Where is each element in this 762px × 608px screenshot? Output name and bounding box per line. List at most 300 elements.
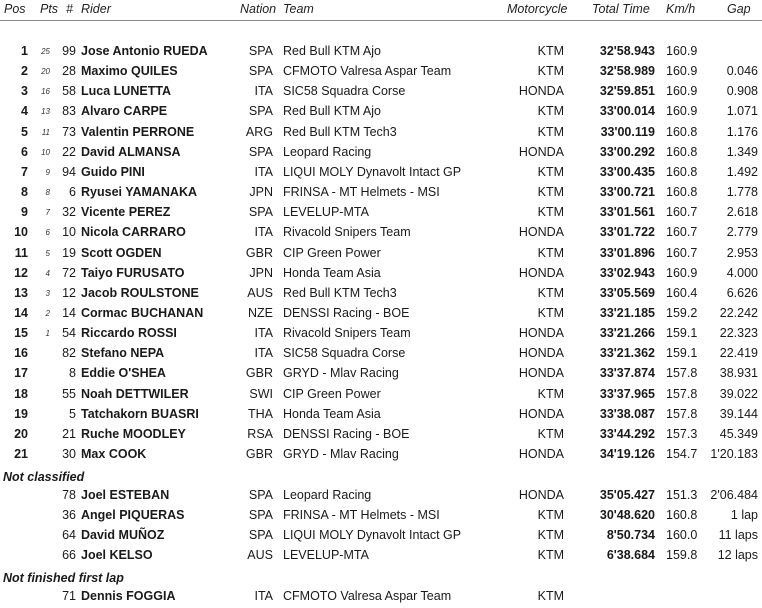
- total-time-cell: 32'58.943: [599, 44, 655, 58]
- pos-cell: 14: [14, 305, 28, 320]
- rider-first-name: Maximo: [81, 64, 128, 79]
- rider-number-cell: 30: [62, 447, 76, 461]
- rider-last-name: ROSSI: [137, 326, 177, 341]
- kmh-cell: 160.8: [666, 164, 698, 179]
- rider-name-cell: [81, 246, 162, 260]
- nation-cell: SPA: [248, 64, 273, 79]
- nation-cell: ARG: [245, 124, 273, 139]
- nation-cell: SPA: [248, 44, 273, 58]
- kmh-cell: 160.9: [666, 64, 698, 79]
- rider-first-name: Luca: [81, 84, 111, 99]
- gap-cell: 22.242: [719, 305, 758, 320]
- table-row: [0, 405, 762, 425]
- section-not-classified: Not classified: [3, 470, 85, 484]
- points-cell: 3: [45, 288, 50, 298]
- rider-name-cell: [81, 185, 197, 199]
- rider-name-cell: [81, 125, 194, 139]
- rider-name-cell: [81, 427, 186, 441]
- rider-number-cell: 55: [62, 386, 76, 401]
- pos-cell: 7: [21, 164, 28, 179]
- motorcycle-cell: HONDA: [518, 406, 564, 421]
- header-motorcycle: Motorcycle: [507, 2, 568, 16]
- pos-cell: 17: [14, 366, 28, 381]
- points-cell: 4: [45, 268, 50, 278]
- pos-cell: 16: [14, 346, 28, 361]
- rider-last-name: YAMANAKA: [125, 185, 198, 200]
- rider-name-cell: [81, 165, 145, 179]
- rider-name-cell: [81, 266, 185, 280]
- nation-cell: SPA: [248, 488, 273, 502]
- kmh-cell: 159.1: [666, 346, 698, 361]
- rider-last-name: ALMANSA: [118, 144, 181, 159]
- rider-first-name: Joel: [81, 488, 107, 502]
- header-nation: Nation: [240, 2, 277, 16]
- rider-first-name: Joel: [81, 548, 107, 563]
- table-row: [0, 284, 762, 304]
- rider-name-cell: [81, 326, 177, 340]
- team-cell: Leopard Racing: [283, 144, 372, 159]
- team-cell: DENSSI Racing - BOE: [283, 305, 410, 320]
- table-header: [0, 0, 762, 21]
- gap-cell: 39.022: [719, 386, 758, 401]
- kmh-cell: 159.1: [666, 326, 698, 341]
- points-cell: 16: [41, 87, 50, 97]
- table-row: [0, 244, 762, 264]
- rider-last-name: BUASRI: [150, 406, 199, 421]
- motorcycle-cell: KTM: [537, 589, 564, 603]
- motorcycle-cell: KTM: [537, 124, 564, 139]
- rider-last-name: CARPE: [123, 104, 168, 119]
- table-row: [0, 506, 762, 526]
- total-time-cell: 33'02.943: [599, 265, 655, 280]
- table-row: [0, 364, 762, 384]
- pos-cell: 2: [21, 64, 28, 79]
- kmh-cell: 151.3: [666, 488, 698, 502]
- gap-cell: 2.953: [726, 245, 758, 260]
- rider-first-name: Jacob: [81, 285, 118, 300]
- gap-cell: 1.071: [726, 104, 758, 119]
- gap-cell: 12 laps: [717, 548, 758, 563]
- rider-last-name: CARRARO: [122, 225, 186, 240]
- header-pos: Pos: [4, 2, 26, 16]
- rider-first-name: Noah: [81, 386, 113, 401]
- rider-last-name: O'SHEA: [118, 366, 166, 381]
- rider-last-name: NEPA: [130, 346, 165, 361]
- gap-cell: 1.778: [726, 185, 758, 200]
- table-row: [0, 587, 762, 607]
- table-row: [0, 163, 762, 183]
- nation-cell: GBR: [245, 366, 273, 381]
- table-row: [0, 526, 762, 546]
- rider-number-cell: 21: [62, 426, 76, 441]
- total-time-cell: 33'01.896: [599, 245, 655, 260]
- rider-number-cell: 32: [62, 205, 76, 220]
- total-time-cell: 33'00.014: [599, 104, 655, 119]
- pos-cell: 13: [14, 285, 28, 300]
- table-row: [0, 123, 762, 143]
- nation-cell: ITA: [254, 346, 273, 361]
- rider-name-cell: [81, 488, 169, 502]
- rider-name-cell: [81, 286, 199, 300]
- pos-cell: 5: [21, 124, 28, 139]
- total-time-cell: 34'19.126: [599, 447, 655, 461]
- pos-cell: 9: [21, 205, 28, 220]
- header-kmh: Km/h: [666, 2, 696, 16]
- rider-name-cell: [81, 64, 178, 78]
- total-time-cell: 33'21.266: [599, 326, 655, 341]
- pos-cell: 21: [14, 447, 28, 461]
- rider-last-name: PEREZ: [128, 205, 171, 220]
- total-time-cell: 8'50.734: [606, 528, 655, 543]
- team-cell: FRINSA - MT Helmets - MSI: [283, 508, 440, 523]
- nation-cell: JPN: [249, 185, 273, 200]
- nation-cell: JPN: [249, 265, 273, 280]
- total-time-cell: 30'48.620: [599, 508, 655, 523]
- gap-cell: 11 laps: [718, 528, 758, 543]
- motorcycle-cell: KTM: [537, 508, 564, 523]
- team-cell: CFMOTO Valresa Aspar Team: [283, 64, 452, 79]
- rider-last-name: PERRONE: [132, 124, 195, 139]
- total-time-cell: 33'05.569: [599, 285, 655, 300]
- nation-cell: SPA: [248, 205, 273, 220]
- team-cell: CIP Green Power: [283, 386, 381, 401]
- rider-name-cell: [81, 225, 186, 239]
- rider-name-cell: [81, 447, 146, 461]
- gap-cell: 2.618: [726, 205, 758, 220]
- motorcycle-cell: HONDA: [518, 366, 564, 381]
- header-gap: Gap: [727, 2, 751, 16]
- rider-number-cell: 28: [62, 64, 76, 79]
- rider-name-cell: [81, 407, 199, 421]
- points-cell: 6: [45, 228, 50, 238]
- team-cell: Red Bull KTM Tech3: [283, 124, 397, 139]
- motorcycle-cell: KTM: [537, 386, 564, 401]
- rider-last-name: PIQUERAS: [119, 508, 185, 523]
- rider-number-cell: 83: [62, 104, 76, 119]
- rider-first-name: Jose Antonio: [81, 44, 160, 58]
- team-cell: GRYD - Mlav Racing: [283, 366, 399, 381]
- rider-number-cell: 94: [62, 164, 76, 179]
- total-time-cell: 33'01.722: [599, 225, 655, 240]
- team-cell: SIC58 Squadra Corse: [283, 84, 406, 99]
- rider-number-cell: 22: [62, 144, 76, 159]
- nation-cell: SWI: [249, 386, 273, 401]
- team-cell: LEVELUP-MTA: [283, 548, 369, 563]
- rider-name-cell: [81, 366, 166, 380]
- rider-first-name: Scott: [81, 245, 113, 260]
- team-cell: Leopard Racing: [283, 488, 372, 502]
- kmh-cell: 160.9: [666, 104, 698, 119]
- gap-cell: 22.323: [719, 326, 758, 341]
- header-total-time: Total Time: [592, 2, 650, 16]
- total-time-cell: 32'58.989: [599, 64, 655, 79]
- header-team: Team: [283, 2, 314, 16]
- motorcycle-cell: HONDA: [518, 84, 564, 99]
- points-cell: 8: [45, 188, 50, 198]
- gap-cell: 2'06.484: [710, 488, 758, 502]
- rider-number-cell: 10: [62, 225, 76, 240]
- points-cell: 2: [45, 308, 50, 318]
- rider-name-cell: [81, 205, 170, 219]
- rider-name-cell: [81, 104, 167, 118]
- motorcycle-cell: HONDA: [518, 488, 564, 502]
- gap-cell: 22.419: [719, 346, 758, 361]
- rider-last-name: ESTEBAN: [109, 488, 170, 502]
- rider-number-cell: 54: [62, 326, 76, 341]
- motorcycle-cell: KTM: [537, 528, 564, 543]
- pos-cell: 18: [14, 386, 28, 401]
- rider-first-name: Stefano: [81, 346, 127, 361]
- motorcycle-cell: KTM: [537, 245, 564, 260]
- rider-number-cell: 66: [62, 548, 76, 563]
- rider-first-name: Angel: [81, 508, 116, 523]
- motorcycle-cell: HONDA: [518, 346, 564, 361]
- gap-cell: 6.626: [726, 285, 758, 300]
- team-cell: Rivacold Snipers Team: [283, 225, 411, 240]
- team-cell: CFMOTO Valresa Aspar Team: [283, 589, 452, 603]
- rider-first-name: Alvaro: [81, 104, 120, 119]
- rider-first-name: Ryusei: [81, 185, 122, 200]
- gap-cell: 45.349: [719, 426, 758, 441]
- kmh-cell: 157.8: [666, 386, 698, 401]
- table-row: [0, 445, 762, 465]
- rider-name-cell: [81, 508, 185, 522]
- rider-last-name: KELSO: [109, 548, 153, 563]
- gap-cell: 1'20.183: [710, 447, 758, 461]
- rider-first-name: Vicente: [81, 205, 126, 220]
- total-time-cell: 33'44.292: [599, 426, 655, 441]
- table-row: [0, 324, 762, 344]
- table-row: [0, 143, 762, 163]
- rider-last-name: RUEDA: [163, 44, 208, 58]
- rider-first-name: Cormac: [81, 305, 128, 320]
- rider-first-name: Riccardo: [81, 326, 135, 341]
- points-cell: 5: [45, 248, 50, 258]
- header-number: #: [66, 2, 73, 16]
- motorcycle-cell: KTM: [537, 305, 564, 320]
- rider-last-name: FURUSATO: [116, 265, 185, 280]
- gap-cell: 1.349: [726, 144, 758, 159]
- kmh-cell: 160.7: [666, 205, 698, 220]
- rider-last-name: FOGGIA: [126, 589, 176, 603]
- rider-first-name: Max: [81, 447, 106, 461]
- points-cell: 9: [45, 167, 50, 177]
- table-row: [0, 546, 762, 566]
- points-cell: 7: [45, 208, 50, 218]
- points-cell: 10: [41, 147, 50, 157]
- kmh-cell: 157.8: [666, 406, 698, 421]
- gap-cell: 0.908: [726, 84, 758, 99]
- rider-name-cell: [81, 346, 164, 360]
- pos-cell: 10: [14, 225, 28, 240]
- rider-last-name: MUÑOZ: [118, 528, 165, 543]
- pos-cell: 11: [14, 245, 28, 260]
- table-row: [0, 344, 762, 364]
- nation-cell: SPA: [248, 144, 273, 159]
- nation-cell: SPA: [248, 528, 273, 543]
- rider-number-cell: 5: [69, 406, 76, 421]
- motorcycle-cell: KTM: [537, 426, 564, 441]
- motorcycle-cell: HONDA: [518, 225, 564, 240]
- rider-first-name: Valentin: [81, 124, 129, 139]
- rider-first-name: Guido: [81, 164, 118, 179]
- rider-number-cell: 58: [62, 84, 76, 99]
- rider-name-cell: [81, 589, 175, 603]
- team-cell: Rivacold Snipers Team: [283, 326, 411, 341]
- rider-number-cell: 12: [62, 285, 76, 300]
- rider-name-cell: [81, 145, 181, 159]
- total-time-cell: 6'38.684: [606, 548, 655, 563]
- kmh-cell: 159.8: [666, 548, 698, 563]
- team-cell: LIQUI MOLY Dynavolt Intact GP: [283, 528, 462, 543]
- gap-cell: 4.000: [726, 265, 758, 280]
- rider-first-name: Tatchakorn: [81, 406, 148, 421]
- gap-cell: 2.779: [726, 225, 758, 240]
- kmh-cell: 160.9: [666, 84, 698, 99]
- header-rider: Rider: [81, 2, 111, 16]
- team-cell: Honda Team Asia: [283, 265, 381, 280]
- pos-cell: 15: [14, 326, 28, 341]
- pos-cell: 1: [21, 44, 28, 58]
- pos-cell: 20: [14, 426, 28, 441]
- team-cell: SIC58 Squadra Corse: [283, 346, 406, 361]
- kmh-cell: 154.7: [666, 447, 698, 461]
- nation-cell: SPA: [248, 104, 273, 119]
- motorcycle-cell: KTM: [537, 285, 564, 300]
- points-cell: 11: [41, 127, 50, 137]
- team-cell: LEVELUP-MTA: [283, 205, 369, 220]
- nation-cell: ITA: [254, 164, 273, 179]
- motorcycle-cell: HONDA: [518, 144, 564, 159]
- table-row: [0, 385, 762, 405]
- rider-number-cell: 19: [62, 245, 76, 260]
- motorcycle-cell: KTM: [537, 185, 564, 200]
- gap-cell: 39.144: [719, 406, 758, 421]
- kmh-cell: 160.8: [666, 144, 698, 159]
- pos-cell: 4: [21, 104, 28, 119]
- team-cell: Red Bull KTM Ajo: [283, 44, 381, 58]
- rider-name-cell: [81, 84, 171, 98]
- nation-cell: SPA: [248, 508, 273, 523]
- nation-cell: ITA: [254, 326, 273, 341]
- nation-cell: AUS: [247, 548, 273, 563]
- kmh-cell: 157.3: [666, 426, 698, 441]
- rider-number-cell: 71: [62, 589, 76, 603]
- rider-number-cell: 8: [69, 366, 76, 381]
- rider-name-cell: [81, 548, 153, 562]
- total-time-cell: 33'00.292: [599, 144, 655, 159]
- section-not-finished-first-lap: Not finished first lap: [3, 571, 124, 585]
- motorcycle-cell: KTM: [537, 64, 564, 79]
- rider-last-name: LUNETTA: [113, 84, 172, 99]
- rider-number-cell: 72: [62, 265, 76, 280]
- kmh-cell: 160.8: [666, 124, 698, 139]
- rider-number-cell: 36: [62, 508, 76, 523]
- kmh-cell: 160.9: [666, 265, 698, 280]
- team-cell: FRINSA - MT Helmets - MSI: [283, 185, 440, 200]
- points-cell: 13: [41, 107, 50, 117]
- pos-cell: 3: [21, 84, 28, 99]
- rider-number-cell: 99: [62, 44, 76, 58]
- kmh-cell: 160.0: [666, 528, 698, 543]
- total-time-cell: 33'01.561: [599, 205, 655, 220]
- table-row: [0, 425, 762, 445]
- total-time-cell: 33'00.721: [599, 185, 655, 200]
- table-row: [0, 203, 762, 223]
- motorcycle-cell: KTM: [537, 104, 564, 119]
- rider-first-name: Dennis: [81, 589, 123, 603]
- nation-cell: AUS: [247, 285, 273, 300]
- table-row: [0, 223, 762, 243]
- rider-first-name: Ruche: [81, 426, 120, 441]
- rider-name-cell: [81, 528, 164, 542]
- kmh-cell: 160.4: [666, 285, 698, 300]
- pos-cell: 12: [14, 265, 28, 280]
- rider-first-name: David: [81, 528, 116, 543]
- team-cell: LIQUI MOLY Dynavolt Intact GP: [283, 164, 462, 179]
- rider-number-cell: 64: [62, 528, 76, 543]
- nation-cell: THA: [248, 406, 273, 421]
- rider-last-name: COOK: [108, 447, 147, 461]
- rider-number-cell: 73: [62, 124, 76, 139]
- table-row: [0, 183, 762, 203]
- table-row: [0, 62, 762, 82]
- team-cell: CIP Green Power: [283, 245, 381, 260]
- rider-number-cell: 78: [62, 488, 76, 502]
- header-pts: Pts: [40, 2, 59, 16]
- motorcycle-cell: KTM: [537, 548, 564, 563]
- rider-last-name: PINI: [120, 164, 145, 179]
- kmh-cell: 157.8: [666, 366, 698, 381]
- points-cell: 25: [41, 47, 50, 56]
- pos-cell: 19: [14, 406, 28, 421]
- gap-cell: 0.046: [726, 64, 758, 79]
- nation-cell: RSA: [247, 426, 273, 441]
- rider-number-cell: 14: [62, 305, 76, 320]
- table-row: [0, 102, 762, 122]
- motorcycle-cell: KTM: [537, 44, 564, 58]
- rider-last-name: OGDEN: [115, 245, 162, 260]
- motorcycle-cell: HONDA: [518, 447, 564, 461]
- kmh-cell: 160.9: [666, 44, 698, 58]
- pos-cell: 6: [21, 144, 28, 159]
- rider-last-name: ROULSTONE: [120, 285, 199, 300]
- nation-cell: GBR: [245, 447, 273, 461]
- table-row: [0, 264, 762, 284]
- kmh-cell: 160.7: [666, 225, 698, 240]
- motorcycle-cell: KTM: [537, 164, 564, 179]
- rider-name-cell: [81, 387, 189, 401]
- kmh-cell: 160.8: [666, 185, 698, 200]
- total-time-cell: 32'59.851: [599, 84, 655, 99]
- total-time-cell: 35'05.427: [599, 488, 655, 502]
- nation-cell: ITA: [254, 589, 273, 603]
- rider-first-name: Taiyo: [81, 265, 113, 280]
- rider-number-cell: 82: [62, 346, 76, 361]
- rider-first-name: David: [81, 144, 116, 159]
- nation-cell: NZE: [248, 305, 273, 320]
- nation-cell: ITA: [254, 225, 273, 240]
- rider-number-cell: 6: [69, 185, 76, 200]
- rider-last-name: DETTWILER: [115, 386, 189, 401]
- total-time-cell: 33'37.874: [599, 366, 655, 381]
- team-cell: Red Bull KTM Ajo: [283, 104, 381, 119]
- pos-cell: 8: [21, 185, 28, 200]
- total-time-cell: 33'00.435: [599, 164, 655, 179]
- rider-name-cell: [81, 306, 203, 320]
- rider-name-cell: [81, 44, 208, 58]
- points-cell: 1: [45, 329, 50, 339]
